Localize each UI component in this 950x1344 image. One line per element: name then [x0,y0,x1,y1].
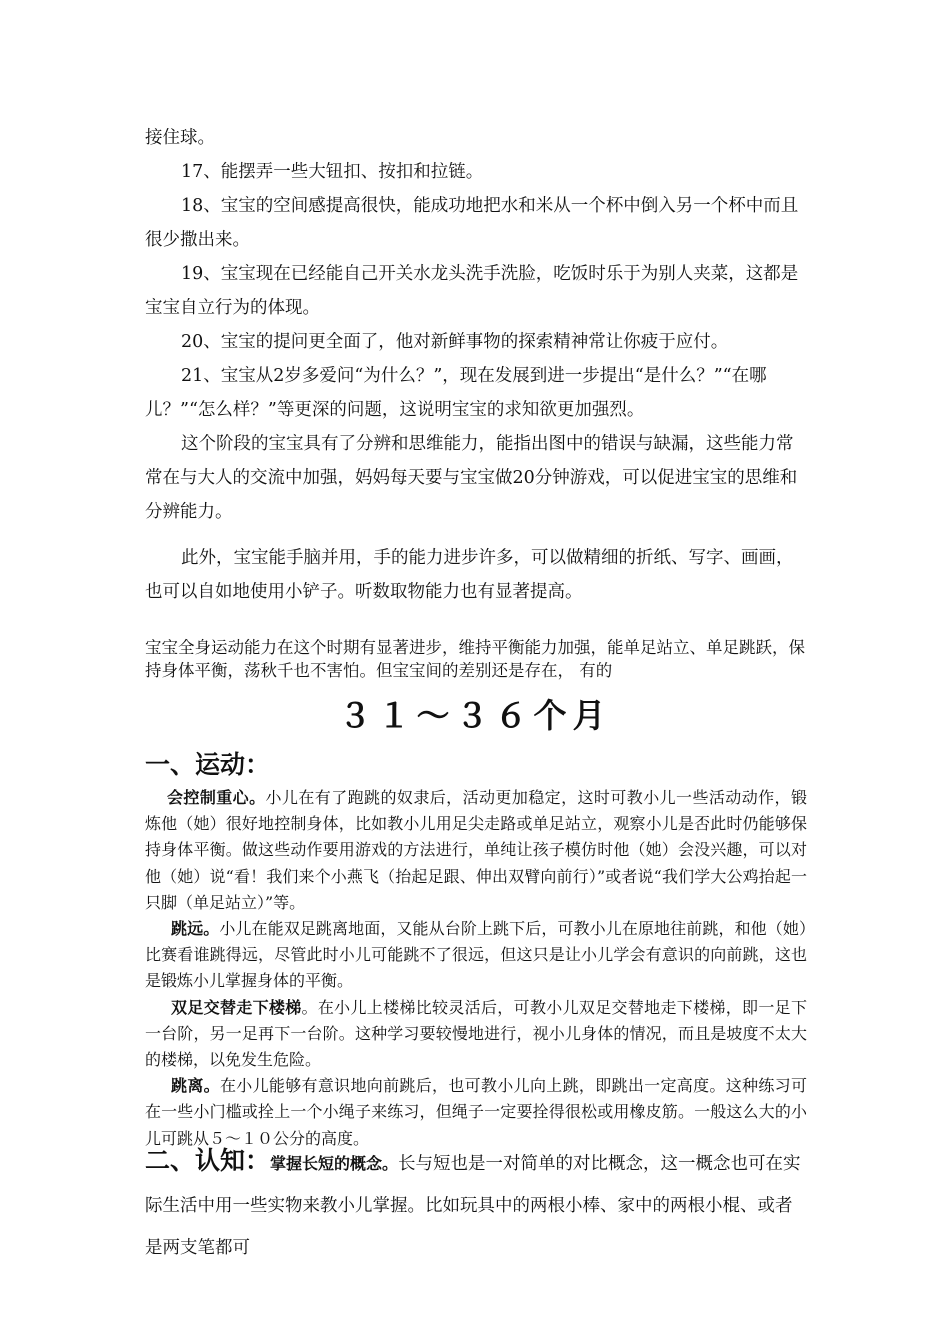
paragraph-continuation: 接住球。 [145,128,215,148]
cognition-paragraph [145,1140,807,1269]
motion-keyword: 会控制重心。 [167,788,266,807]
paragraph-motor: 宝宝全身运动能力在这个时期有显著进步，维持平衡能力加强，能单足站立、单足跳跃，保持身体平衡，荡秋千也不害怕。但宝宝间的差别还是存在， 有的 [145,638,805,680]
page-title: ３１～３６个月 [338,696,612,735]
list-item-20: 20、宝宝的提问更全面了，他对新鲜事物的探索精神常让你疲于应付。 [181,332,729,352]
paragraph-thinking: 这个阶段的宝宝具有了分辨和思维能力，能指出图中的错误与缺漏，这些能力常常在与大人的交流中加强，妈妈每天要与宝宝做20分钟游戏，可以促进宝宝的思维和分辨能力。 [145,434,798,522]
section-heading-cognition: 二、认知： [145,1146,271,1175]
paragraph-hands: 此外，宝宝能手脑并用，手的能力进步许多，可以做精细的折纸、写字、画画，也可以自如地使用小铲子。听数取物能力也有显著提高。 [145,548,794,602]
motion-text: 在小儿能够有意识地向前跳后，也可教小儿向上跳，即跳出一定高度。这种练习可在一些小门槛或拴上一个小绳子来练习，但绳子一定要拴得很松或用橡皮筋。一般这么大的小儿可跳从５～１０公分的高度。 [145,1076,807,1148]
motion-keyword: 跳远。 [171,919,220,939]
list-item-17: 17、能摆弄一些大钮扣、按扣和拉链。 [181,162,484,182]
motion-text: 。在小儿上楼梯比较灵活后，可教小儿双足交替地走下楼梯，即一足下一台阶，另一足再下一台阶。这种学习要较慢地进行，视小儿身体的情况，而且是坡度不太大的楼梯，以免发生危险。 [145,997,807,1070]
motion-section [145,785,807,1152]
development-list [145,121,807,609]
list-item-21: 21、宝宝从2岁多爱问“为什么？”，现在发展到进一步提出“是什么？”“在哪儿？”“怎么样？”等更深的问题，这说明宝宝的求知欲更加强烈。 [145,366,767,420]
cognition-text: 长与短也是一对简单的对比概念，这一概念也可在实际生活中用一些实物来教小儿掌握。比如玩具中的两根小棒、家中的两根小棍、或者是两支笔都可 [145,1154,801,1258]
list-item-18: 18、宝宝的空间感提高很快，能成功地把水和米从一个杯中倒入另一个杯中而且很少撒出来。 [145,196,799,250]
motion-item-balance [145,785,807,916]
motion-keyword: 双足交替走下楼梯 [171,997,302,1017]
motion-item-stairs [145,995,807,1074]
section-heading-motion: 一、运动： [145,750,271,779]
motion-text: 小儿在能双足跳离地面，又能从台阶上跳下后，可教小儿在原地往前跳，和他（她）比赛看谁跳得远，尽管此时小儿可能跳不了很远，但这只是让小儿学会有意识的向前跳，这也是锻炼小儿掌握身体的平衡。 [145,919,807,991]
list-item-19: 19、宝宝现在已经能自己开关水龙头洗手洗脸，吃饭时乐于为别人夹菜，这都是宝宝自立行为的体现。 [145,264,799,318]
motion-keyword: 跳离。 [171,1076,220,1096]
motion-item-long-jump [145,916,807,995]
cognition-keyword: 掌握长短的概念。 [270,1154,399,1173]
cognition-section [145,1140,807,1269]
motion-text: 小儿在有了跑跳的奴隶后，活动更加稳定，这时可教小儿一些活动动作，锻炼他（她）很好地控制身体，比如教小儿用足尖走路或单足站立，观察小儿是否此时仍能够保持身体平衡。做这些动作要用游戏的方法进行，单纯让孩子模仿时他（她）会没兴趣，可以对他（她）说“看！我们来个小燕飞（抬起足跟、伸出双臂向前行）”或者说“我们学大公鸡抬起一只脚（单足站立）”等。 [145,788,807,912]
